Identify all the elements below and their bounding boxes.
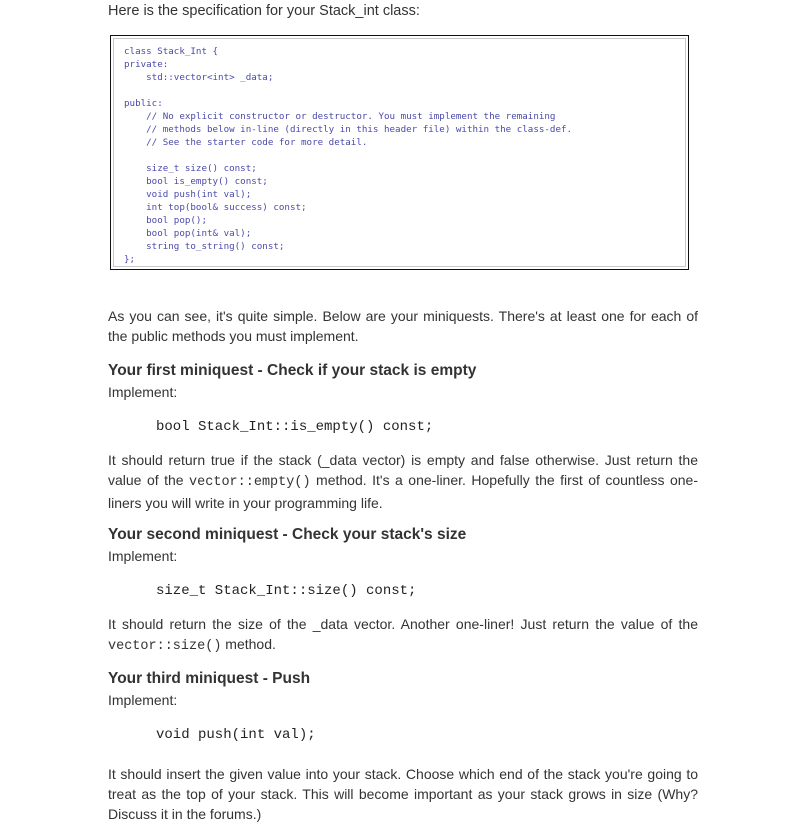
code-line: class Stack_Int { — [124, 46, 219, 57]
description-text: It should return true if the stack (_data vector) is empty and false otherwise. Just return the value of the — [108, 452, 698, 488]
overview-paragraph: As you can see, it's quite simple. Below are your miniquests. There's at least one for each of the public methods you must implement. — [108, 308, 698, 344]
code-line: // No explicit constructor or destructor. You must implement the remaining — [124, 111, 556, 122]
code-line: private: — [124, 59, 169, 70]
code-line: int top(bool& success) const; — [124, 202, 307, 213]
inline-code: vector::size() — [108, 639, 222, 654]
code-line: bool is_empty() const; — [124, 176, 268, 187]
code-line: bool pop(); — [124, 215, 207, 226]
miniquest-2-description — [108, 614, 698, 657]
description-text: method. — [221, 636, 276, 652]
miniquest-3-signature: void push(int val); — [156, 727, 316, 743]
description-text: method. It's a one-liner. Hopefully the first of countless one-liners you will write in your programming life. — [108, 472, 698, 511]
miniquest-1-description — [108, 450, 698, 513]
miniquest-2-implement-label: Implement: — [108, 548, 178, 564]
code-line: // methods below in-line (directly in this header file) within the class-def. — [124, 124, 573, 135]
miniquest-3-heading: Your third miniquest - Push — [108, 670, 311, 687]
miniquest-3-description: It should insert the given value into your stack. Choose which end of the stack you're going to treat as the top of your stack. This will become important as your stack grows in size (Why? Discuss it in the forums.) — [108, 766, 698, 822]
miniquest-1-signature: bool Stack_Int::is_empty() const; — [156, 419, 434, 435]
code-line: // See the starter code for more detail. — [124, 137, 368, 148]
intro-text: Here is the specification for your Stack_int class: — [108, 3, 420, 19]
code-line: size_t size() const; — [124, 163, 257, 174]
miniquest-3-implement-label: Implement: — [108, 692, 178, 708]
code-line: bool pop(int& val); — [124, 228, 252, 239]
code-block — [110, 35, 689, 270]
inline-code: vector::empty() — [189, 475, 311, 490]
code-line: }; — [124, 254, 136, 265]
miniquest-1-implement-label: Implement: — [108, 384, 178, 400]
miniquest-1-heading: Your first miniquest - Check if your stack is empty — [108, 362, 477, 379]
miniquest-2-signature: size_t Stack_Int::size() const; — [156, 583, 417, 599]
description-text: It should return the size of the _data vector. Another one-liner! Just return the value of the — [108, 616, 698, 632]
code-line: string to_string() const; — [124, 241, 285, 252]
code-line: void push(int val); — [124, 189, 252, 200]
code-line: std::vector<int> _data; — [124, 72, 274, 83]
miniquest-2-heading: Your second miniquest - Check your stack's size — [108, 526, 467, 543]
code-block-inner — [113, 38, 686, 267]
code-line: public: — [124, 98, 163, 109]
